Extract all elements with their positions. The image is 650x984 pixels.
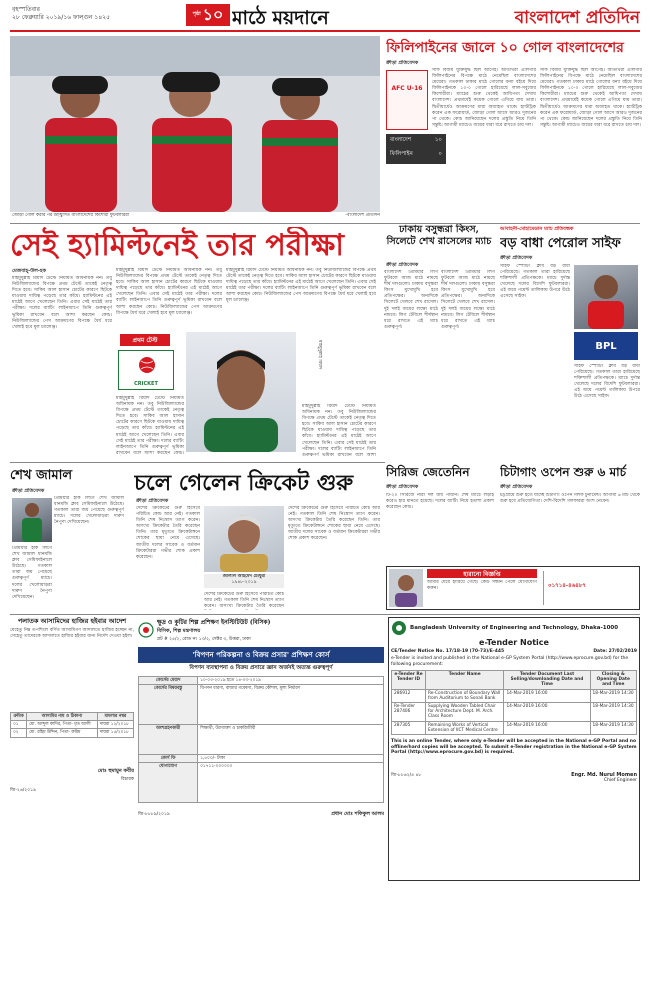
dhaka-headline: ঢাকায় বসুন্ধরা কিংস, সিলেটে শেখ রাসেলের ম্যাচ xyxy=(386,224,492,247)
missing-contact xyxy=(543,571,637,605)
score-row-2: ফিলিপাইন ০ xyxy=(390,151,442,157)
score-row-1: বাংলাদেশ ১০ xyxy=(390,137,442,143)
saif-headline: বড় বাধা পেরোল সাইফ xyxy=(500,236,621,251)
page-number: ১০ xyxy=(202,4,224,24)
missing-phone: ০১৭১৪-৪৬৪৮৭ xyxy=(548,583,587,589)
table-row: কোর্সের মেয়াদ ১০-০৩-২০১৯ হতে ১৪-০৩-২০১৯ xyxy=(139,677,384,685)
guru-body-col2: দেশের ক্রিকেটের গুরু হিসেবে পরিচিত কোচ আর নেই। গতকাল তিনি শেষ নিঃশ্বাস ত্যাগ করেন। অসংখ্য ক্রিকেটার তৈরি করেছেন তিনি। তার মৃত্যুতে ক্রিকেটাঙ্গনে শোকের ছায়া নেমে এসেছে। জাতীয় দলের সাবেক ও বর্তমান ক্রিকেটাররা গভীর শোক প্রকাশ করেছেন। xyxy=(288,506,380,542)
court-notice-ad xyxy=(10,617,134,881)
page-label: পৃষ্ঠা xyxy=(192,11,201,17)
court-notice-body: যেহেতু নিম্ন তপশিলে বর্ণিত আসামিগণ আদালতে হাজির হচ্ছেন না, সেহেতু তাদেরকে আদালতে হাজির হইবার জন্য নির্দেশ দেওয়া হইল। xyxy=(10,628,134,640)
hamilton-byline: মেজবাহ্-উল-হক xyxy=(12,268,47,274)
institute-title: ক্ষুদ্র ও কুটির শিল্প প্রশিক্ষণ ইনস্টিটিউট (বিসিক) xyxy=(157,619,271,626)
hockey-photo xyxy=(12,498,52,542)
court-th-1: ক্রমিক xyxy=(11,713,27,721)
buet-footer: This is an online Tender, where only e-Tender will be accepted in the National e-GP Portal and no offline/hard copies will be accepted. To submit e-Tender registration in the National e-GP System Portal (http://www.eprocure.gov.bd) is required. xyxy=(391,739,637,756)
rule-1 xyxy=(10,223,640,224)
guru-photo xyxy=(204,506,284,572)
buet-tender-ad xyxy=(388,617,640,881)
section-title: মাঠে ময়দানে xyxy=(232,7,329,28)
missing-photo xyxy=(389,569,423,607)
table-row: 287305 Remaining Works of Vertical Extension of IICT Medical Centre 14-Mar-2019 16:00 18-Mar-2019 14:30 xyxy=(392,721,637,734)
buet-notice-title: e-Tender Notice xyxy=(479,638,549,647)
header-date: ২৮ ফেব্রুয়ারি ২০১৯/১৬ ফাল্গুন ১৪২৫ xyxy=(12,14,111,20)
table-row: কোর্সের বিষয়বস্তু বিপণন ধারণা, বাজার গবেষণা, বিক্রয় কৌশল, মূল্য নির্ধারণ xyxy=(139,685,384,725)
dhaka-body-col2: বাংলাদেশ প্রিমিয়ার লিগ ফুটবলে আজ মাঠে নামছে শীর্ষ দলগুলো। ঢাকায় বসুন্ধরা কিংস মুখোমুখি হবে প্রতিপক্ষের। অন্যদিকে সিলেটে খেলবে শেখ রাসেল। দুই দলই জয়ের লক্ষ্যে মাঠে নামবে। লিগ টেবিলে শীর্ষস্থান ধরে রাখতে এই ম্যাচ গুরুত্বপূর্ণ। xyxy=(441,270,495,330)
bpl-label: BPL xyxy=(595,340,617,352)
football-body-col2: সাফ বিজয় যুক্তিযুদ্ধ ছিল আগেই। অতিথিরা এলিগার ফিলিপাইনের বিপক্ষে মাঠে নেমেছিল বাংলাদেশের মেয়েরা। গতকাল ঢাকার মাঠে গোলের বন্যা বইয়ে দিয়ে ফিলিপাইনকে ১০-০ গোলে হারিয়েছে লাল-সবুজের কিশোরীরা। ম্যাচের শুরু থেকেই আধিপত্য দেখায় বাংলাদেশ। প্রথমার্ধেই কয়েক গোলে এগিয়ে যায় তারা। দ্বিতীয়ার্ধেও আক্রমণের ধারা অব্যাহত থাকে। হ্যাটট্রিক করেন এক ফরোয়ার্ড, জোড়া গোল আসে আরও দুজনের পা থেকে। কোচ জানিয়েছেন দলের প্রস্তুতি নিয়ে তিনি সন্তুষ্ট। আগামী ম্যাচেও জয়ের ধারা ধরে রাখতে চায় দল। xyxy=(540,68,642,128)
first-test-badge: প্রথম টেস্ট xyxy=(120,334,170,346)
chittagong-headline: চিটাগাং ওপেন শুরু ৬ মার্চ xyxy=(500,465,627,479)
football-byline: ক্রীড়া প্রতিবেদক xyxy=(386,60,419,66)
header-rule xyxy=(10,30,640,32)
court-notice-title: পলাতক আসামিদের হাজির হইবার আদেশ xyxy=(17,617,127,625)
chittagong-body: চট্টগ্রামে শুরু হতে যাচ্ছে চিটাগাং ওপেন গলফ টুর্নামেন্ট। আগামী ৬ মার্চ থেকে শুরু হবে প্রতিযোগিতা। দেশি-বিদেশি গলফাররা অংশ নেবেন। xyxy=(500,493,640,505)
guru-body-col3: দেশের ক্রিকেটের গুরু হিসেবে পরিচিত কোচ আর নেই। গতকাল তিনি শেষ নিঃশ্বাস ত্যাগ করেন। অসংখ্য ক্রিকেটার তৈরি করেছেন xyxy=(204,592,284,610)
hamilton-body-col2: মাহমুদুল্লাহ রিয়াদ টেস্টে নিয়মিত অধিনায়ক নন। তবু নিউজিল্যান্ডের বিপক্ষে প্রথম টেস্টে তাকেই নেতৃত্ব দিতে হবে। সাকিব আল হাসান চোটের কারণে ছিটকে যাওয়ায় দায়িত্ব পড়েছে তার কাঁধে। হ্যামিল্টনের এই মাঠেই আগে খেলেছেন তিনি। এবার সেই মাঠেই তার পরীক্ষা। দলের ব্যাটিং লাইনআপে তিনি গুরুত্বপূর্ণ ভূমিকা রাখবেন বলে আশা করছেন কোচ। নিউজিল্যান্ডের পেস আক্রমণের বিপক্ষে ধৈর্য ধরে খেলাই হবে মূল চ্যালেঞ্জ। xyxy=(116,268,222,316)
sirajul-headline: সিরিজ জেতেনিন xyxy=(386,465,470,479)
table-row: 286912 Re-Construction of Boundary Wall from Auditorium to Sonali Bank 14-Mar-2019 16:00 18-Mar-2019 14:30 xyxy=(392,689,637,702)
guru-portrait-illustration xyxy=(204,506,284,572)
guru-byline: ক্রীড়া প্রতিবেদক xyxy=(136,498,169,504)
missing-title: হারানো বিজ্ঞপ্তি xyxy=(427,569,537,578)
course-subtitle: বিপণন ব্যবস্থাপনা ও বিক্রয় প্রসারে জ্ঞান অর্জনই অত্যন্ত গুরুত্বপূর্ণ xyxy=(189,665,333,671)
institute-address: প্লট # ২৫/২, রোড নং ১৩/২, সেক্টর ৩, উত্তরা, ঢাকা xyxy=(157,637,251,642)
buet-table: e-Tender Re Tender ID Tender Name Tender Document Last Selling/downloading Date and Time Closing & Opening Date and Time 286912 Re-Construction of Boundary Wall from Auditorium to Sonali Bank 14-Mar-2019 16:00 18-Mar-2019 14:30 Re-Tender 287406 Supplying Wooden Tabled Chair for Architecture Dept. M. Arch. Class Room 14-Mar-2019 16:00 18-Mar-2019 14:30 287305 Remaining Works of Vertical Extension of IICT Medical Centre 14-Mar-2019 16:00 18-Mar-2019 14:30 xyxy=(391,670,637,735)
guru-headline: চলে গেলেন ক্রিকেট গুরু xyxy=(134,470,354,496)
portrait-illustration xyxy=(186,332,296,452)
hamilton-body-col5: মাহমুদুল্লাহ রিয়াদ টেস্টে নিয়মিত অধিনায়ক নন। তবু নিউজিল্যান্ডের বিপক্ষে প্রথম টেস্টে তাকেই নেতৃত্ব দিতে হবে। সাকিব আল হাসান চোটের কারণে ছিটকে যাওয়ায় দায়িত্ব পড়েছে তার কাঁধে। হ্যামিল্টনের এই মাঠেই আগে খেলেছেন তিনি। এবার সেই মাঠেই তার পরীক্ষা। দলের ব্যাটিং লাইনআপে তিনি গুরুত্বপূর্ণ ভূমিকা রাখবেন বলে আশা xyxy=(302,404,376,456)
header-day: বৃহস্পতিবার xyxy=(12,6,40,12)
hamilton-body-col4: মাহমুদুল্লাহ রিয়াদ টেস্টে নিয়মিত অধিনায়ক নন। তবু নিউজিল্যান্ডের বিপক্ষে প্রথম টেস্টে তাকেই নেতৃত্ব দিতে হবে। সাকিব আল হাসান চোটের কারণে ছিটকে যাওয়ায় দায়িত্ব পড়েছে তার কাঁধে। হ্যামিল্টনের এই মাঠেই আগে খেলেছেন তিনি। এবার সেই মাঠেই তার পরীক্ষা। দলের ব্যাটিং লাইনআপে তিনি গুরুত্বপূর্ণ ভূমিকা রাখবেন বলে আশা করছেন কোচ। xyxy=(116,396,184,456)
hockey-player-illustration xyxy=(12,498,52,542)
mahmudullah-photo xyxy=(186,332,296,452)
table-row: কোর্স ফি ১,৫০০/- টাকা xyxy=(139,755,384,763)
institute-signer: প্রধান মোঃ শফিকুল আলম xyxy=(331,811,384,818)
dhaka-body-col1: বাংলাদেশ প্রিমিয়ার লিগ ফুটবলে আজ মাঠে নামছে শীর্ষ দলগুলো। ঢাকায় বসুন্ধরা কিংস মুখোমুখি হবে প্রতিপক্ষের। অন্যদিকে সিলেটে খেলবে শেখ রাসেল। দুই দলই জয়ের লক্ষ্যে মাঠে নামবে। লিগ টেবিলে শীর্ষস্থান ধরে রাখতে এই ম্যাচ গুরুত্বপূর্ণ। xyxy=(384,270,438,330)
table-row: ০২ মো. রহিম উদ্দিন, পিতা- করিম দায়রা ১৫/২০১৮ xyxy=(11,729,134,737)
court-notice-signer-title: বিচারক xyxy=(120,776,134,782)
buet-date: Date: 27/02/2019 xyxy=(593,649,637,654)
buet-ce-no: CE/Tender Notice No. 17/18-19 (70-73)/E-445 xyxy=(391,649,505,654)
buet-signer-title: Chief Engineer xyxy=(603,777,637,783)
cricket-logo xyxy=(118,350,174,390)
guru-photo-years: ১৯৪৮-২০১৯ xyxy=(231,580,257,585)
saif-byline: ক্রীড়া প্রতিবেদক xyxy=(500,255,533,261)
institute-ref: জি-৮৮৮৯/২০১৯ xyxy=(138,812,170,818)
rule-2 xyxy=(10,462,385,463)
sirajul-body: টি-২০ সিরিজে নারী দল জয় পায়নি। শেষ ম্যাচে লড়াই করেও হার মানতে হয়েছে। দলের ব্যাটিং নিয়ে হতাশা প্রকাশ করেছেন কোচ। xyxy=(386,493,494,511)
football-players-illustration xyxy=(10,36,380,212)
court-notice-table xyxy=(10,712,134,738)
person-illustration xyxy=(389,569,423,607)
guru-photo-name: জালাল আহমেদ চৌধুরী xyxy=(222,574,266,579)
football-caption: জোড়া গোল করার পর উচ্ছ্বসিত বাংলাদেশের কিশোরী ফুটবলাররা xyxy=(12,213,130,218)
guru-photo-caption-box xyxy=(204,574,284,588)
table-row: যোগাযোগ ০১৭১১-০০০০০০ xyxy=(139,763,384,803)
afc-tag: AFC U-16 xyxy=(391,85,423,92)
sheikh-jamal-headline: শেখ জামাল xyxy=(10,468,73,483)
saif-player-photo xyxy=(574,265,638,329)
chittagong-byline: ক্রীড়া প্রতিবেদক xyxy=(500,484,533,490)
cricket-label: CRICKET xyxy=(134,381,158,387)
buet-intro: e-Tender is invited and published in the National e-GP System Portal (http://www.eprocure.gov.bd) for the following procurement: xyxy=(391,656,629,667)
football-headline: ফিলিপাইনের জালে ১০ গোল বাংলাদেশের xyxy=(386,40,624,56)
court-th-2: আসামির নাম ও ঠিকানা xyxy=(27,713,98,721)
court-notice-signer: মোঃ হুমায়ুন কবীর xyxy=(97,767,134,774)
football-body-col1: সাফ বিজয় যুক্তিযুদ্ধ ছিল আগেই। অতিথিরা এলিগার ফিলিপাইনের বিপক্ষে মাঠে নেমেছিল বাংলাদেশের মেয়েরা। গতকাল ঢাকার মাঠে গোলের বন্যা বইয়ে দিয়ে ফিলিপাইনকে ১০-০ গোলে হারিয়েছে লাল-সবুজের কিশোরীরা। ম্যাচের শুরু থেকেই আধিপত্য দেখায় বাংলাদেশ। প্রথমার্ধেই কয়েক গোলে এগিয়ে যায় তারা। দ্বিতীয়ার্ধেও আক্রমণের ধারা অব্যাহত থাকে। হ্যাটট্রিক করেন এক ফরোয়ার্ড, জোড়া গোল আসে আরও দুজনের পা থেকে। কোচ জানিয়েছেন দলের প্রস্তুতি নিয়ে তিনি সন্তুষ্ট। আগামী ম্যাচেও জয়ের ধারা ধরে রাখতে চায় দল। xyxy=(432,68,536,128)
page-number-badge xyxy=(186,4,230,26)
buet-signer: Engr. Md. Nurul Momen xyxy=(571,771,637,778)
court-th-3: মামলার নম্বর xyxy=(97,713,133,721)
mahmudullah-caption: মাহমুদুল্লাহ রিয়াদ xyxy=(317,340,322,370)
table-row: ০১ মো. আব্দুল কাদির, পিতা- মৃত আলী দায়রা ১২/২০১৮ xyxy=(11,721,134,729)
course-table xyxy=(138,676,384,803)
player-illustration xyxy=(574,265,638,329)
bscic-logo-icon xyxy=(138,622,154,638)
sirajul-byline: ক্রীড়া প্রতিবেদক xyxy=(386,484,419,490)
dhaka-byline: ক্রীড়া প্রতিবেদক xyxy=(386,262,419,268)
paper-logo: বাংলাদেশ প্রতিদিন xyxy=(514,8,640,28)
saif-body-col2: সাইফ স্পোর্টিং ক্লাব বড় বাধা পেরিয়েছে। গতকাল তারা হারিয়েছে শক্তিশালী প্রতিপক্ষকে। ম্যাচে দুর্দান্ত খেলেছে দলের বিদেশি ফুটবলাররা। এই জয়ে পয়েন্ট তালিকায় উপরে উঠে এসেছে সাইফ। xyxy=(574,364,640,400)
bpl-logo xyxy=(574,332,638,360)
rule-3 xyxy=(10,614,640,615)
hamilton-body-col1: মাহমুদুল্লাহ রিয়াদ টেস্টে নিয়মিত অধিনায়ক নন। তবু নিউজিল্যান্ডের বিপক্ষে প্রথম টেস্টে তাকেই নেতৃত্ব দিতে হবে। সাকিব আল হাসান চোটের কারণে ছিটকে যাওয়ায় দায়িত্ব পড়েছে তার কাঁধে। হ্যামিল্টনের এই মাঠেই আগে খেলেছেন তিনি। এবার সেই মাঠেই তার পরীক্ষা। দলের ব্যাটিং লাইনআপে তিনি গুরুত্বপূর্ণ ভূমিকা রাখবেন বলে আশা করছেন কোচ। নিউজিল্যান্ডের পেস আক্রমণের বিপক্ষে ধৈর্য ধরে খেলাই হবে মূল চ্যালেঞ্জ। xyxy=(12,276,112,330)
sheikh-jamal-body-col1: প্রিমিয়ার হকি লিগে শেখ জামাল ধানমন্ডি ক্লাব সেমিফাইনালে উঠেছে। গতকাল তারা জয় পেয়েছে গুরুত্বপূর্ণ ম্যাচে। দলের খেলোয়াড়রা দারুণ নৈপুণ্য দেখিয়েছেন। xyxy=(54,496,124,526)
missing-body: আমার মেয়ে হারিয়ে গেছে। কেউ সন্ধান পেলে যোগাযোগ করুন। xyxy=(427,580,537,592)
institute-ad xyxy=(138,617,384,881)
buet-logo-icon xyxy=(391,620,407,636)
cricket-ball-icon xyxy=(137,355,157,375)
guru-body-col1: দেশের ক্রিকেটের গুরু হিসেবে পরিচিত কোচ আর নেই। গতকাল তিনি শেষ নিঃশ্বাস ত্যাগ করেন। অসংখ্য ক্রিকেটার তৈরি করেছেন তিনি। তার মৃত্যুতে ক্রিকেটাঙ্গনে শোকের ছায়া নেমে এসেছে। জাতীয় দলের সাবেক ও বর্তমান ক্রিকেটাররা গভীর শোক প্রকাশ করেছেন। xyxy=(136,506,200,560)
buet-ref: জি-৮৮৬২/৪ ৪৮ xyxy=(391,772,422,778)
table-row: Re-Tender 287406 Supplying Wooden Tabled Chair for Architecture Dept. M. Arch. Class Room 14-Mar-2019 16:00 18-Mar-2019 14:30 xyxy=(392,703,637,722)
course-title-banner: 'বিপণন পরিকল্পনা ও বিক্রয় প্রসার' প্রশিক্ষণ কোর্স xyxy=(138,647,384,663)
court-notice-ref: জি-২৬/২০১৯ xyxy=(10,787,36,793)
sheikh-jamal-byline: ক্রীড়া প্রতিবেদক xyxy=(12,488,45,494)
saif-kicker: আবাহনী-মোহামেডান ম্যাচ প্রতিবন্ধক xyxy=(500,226,574,232)
hamilton-headline: সেই হ্যামিল্টনেই তার পরীক্ষা xyxy=(10,228,344,263)
buet-title: Bangladesh University of Engineering and Technology, Dhaka-1000 xyxy=(410,625,619,631)
afc-logo xyxy=(386,70,428,130)
football-photo xyxy=(10,36,380,212)
missing-person-ad xyxy=(386,566,640,610)
football-photo-credit: -বাংলাদেশ প্রতিদিন xyxy=(345,213,380,218)
institute-subtitle: বিসিক, শিল্প মন্ত্রণালয় xyxy=(157,628,201,634)
hamilton-body-col3: মাহমুদুল্লাহ রিয়াদ টেস্টে নিয়মিত অধিনায়ক নন। তবু নিউজিল্যান্ডের বিপক্ষে প্রথম টেস্টে তাকেই নেতৃত্ব দিতে হবে। সাকিব আল হাসান চোটের কারণে ছিটকে যাওয়ায় দায়িত্ব পড়েছে তার কাঁধে। হ্যামিল্টনের এই মাঠেই আগে খেলেছেন তিনি। এবার সেই মাঠেই তার পরীক্ষা। দলের ব্যাটিং লাইনআপে তিনি গুরুত্বপূর্ণ ভূমিকা রাখবেন বলে আশা করছেন কোচ। নিউজিল্যান্ডের পেস আক্রমণের বিপক্ষে ধৈর্য ধরে খেলাই হবে মূল চ্যালেঞ্জ। xyxy=(226,268,376,304)
saif-body-col1: সাইফ স্পোর্টিং ক্লাব বড় বাধা পেরিয়েছে। গতকাল তারা হারিয়েছে শক্তিশালী প্রতিপক্ষকে। ম্যাচে দুর্দান্ত খেলেছে দলের বিদেশি ফুটবলাররা। এই জয়ে পয়েন্ট তালিকায় উপরে উঠে এসেছে সাইফ। xyxy=(500,264,570,300)
table-row: অংশগ্রহণকারী শিক্ষার্থী, উদ্যোক্তা ও চাকরিজীবী xyxy=(139,725,384,755)
sheikh-jamal-body-col0: প্রিমিয়ার হকি লিগে শেখ জামাল ধানমন্ডি ক্লাব সেমিফাইনালে উঠেছে। গতকাল তারা জয় পেয়েছে গুরুত্বপূর্ণ ম্যাচে। দলের খেলোয়াড়রা দারুণ নৈপুণ্য দেখিয়েছেন। xyxy=(12,546,52,600)
